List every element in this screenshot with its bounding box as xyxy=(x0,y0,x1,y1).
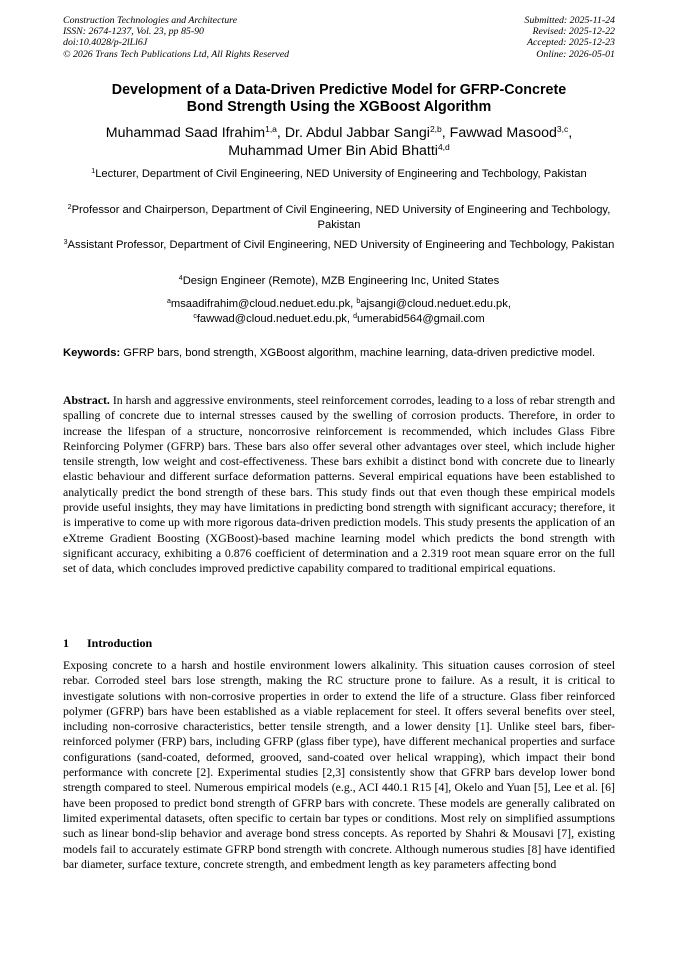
email-sup: c xyxy=(193,313,197,321)
author-sup: 4,d xyxy=(437,142,450,153)
email-link[interactable]: umerabid564@gmail.com xyxy=(357,313,485,326)
journal-header xyxy=(63,15,289,60)
abstract-label: Abstract. xyxy=(63,393,110,407)
author-list xyxy=(55,124,623,161)
paper-title xyxy=(60,82,618,117)
section-number: 1 xyxy=(63,636,69,650)
keywords xyxy=(63,346,615,361)
section-title: Introduction xyxy=(87,636,153,650)
author-sup: 2,b xyxy=(429,124,442,134)
email-sup: d xyxy=(353,313,358,321)
journal-name: Construction Technologies and Architecture xyxy=(63,15,237,26)
author-name: Muhammad Umer Bin Abid Bhatti xyxy=(228,143,438,160)
email-list xyxy=(60,297,618,328)
author-sup: 1,a xyxy=(265,124,277,134)
submitted-date: Submitted: 2025-11-24 xyxy=(524,15,615,26)
introduction-paragraph: Exposing concrete to a harsh and hostile environment lowers alkalinity. This situation causes corrosion of steel rebar. Corroded steel bars lose strength, making the RC structure prone to failure. As a result, it is critical to investigate solutions with non-corrosive properties in order to extend the life of a structure. Glass fiber reinforced polymer (GFRP) bars have been established as a viable replacement for steel. It offers several benefits over steel, including non-corrosive characteristics, better tensile strength, and a lower density [1]. Unlike steel bars, fiber-reinforced polymer (FRP) bars, including GFRP (glass fiber type), have different mechanical properties and surface configurations (sand-coated, deformed, grooved, sand-coated over helical wrapping), which impact their bond performance with concrete [2]. Experimental studies [2,3] consistently show that GFRP bars develop lower bond strength compared to steel. Numerous empirical models (e.g., ACI 440.1 R15 [4], Okelo and Yuan [5], Lee et al. [6] have been proposed to predict bond strength of GFRP bars with concrete. These models are generally calibrated on limited experimental datasets, often specific to certain bar types or conditions. Most rely on simplified assumptions such as linear bond-slip behavior and average bond stress concepts. As reported by Shahri & Mousavi [7], existing models fail to accurately estimate GFRP bond strength with concrete. Although numerous studies [8] have identified bar diameter, surface texture, concrete strength, and embedment length as key parameters affecting bond xyxy=(63,658,615,871)
section-heading xyxy=(63,636,152,651)
affiliation-sup: 3 xyxy=(63,239,68,246)
email-sup: a xyxy=(166,298,171,305)
affiliation-3 xyxy=(60,238,618,253)
affiliation-text: Lecturer, Department of Civil Engineering, NED University of Engineering and Techbology, Pakistan xyxy=(95,168,587,180)
email-sep: , xyxy=(350,298,357,310)
abstract xyxy=(63,393,615,577)
email-sup: b xyxy=(356,298,361,305)
abstract-text: In harsh and aggressive environments, steel reinforcement corrodes, leading to a loss of rebar strength and spalling of concrete due to internal stresses caused by the swelling of corrosion products. Therefore, in order to increase the lifespan of a structure, noncorrosive reinforcement is recommended, which includes Glass Fibre Reinforcing Polymer (GFRP) bars. These bars also offer several other advantages over steel, which include higher tensile strength, low weight and cost-effectiveness. These bars exhibit a distinct bond with concrete due to linearly elastic behaviour and different surface deformation patterns. Several empirical equations have been established to analytically predict the bond strength of these bars. This study finds out that even though these empirical models provide useful insights, they may have limitations in predicting bond strength with significant accuracy; therefore, it is imperative to come up with more rigorous data-driven prediction models. This study presents the application of an eXtreme Gradient Boosting (XGBoost)-based machine learning model which predicts the bond strength with significant accuracy, exhibiting a 0.876 coefficient of determination and a 2.319 root mean square error on the full set of data, which concludes improved predictive capability compared to traditional empirical equations. xyxy=(63,393,615,576)
author-name: Dr. Abdul Jabbar Sangi xyxy=(284,125,430,141)
author-sep: , xyxy=(568,125,573,141)
affiliation-text: Assistant Professor, Department of Civil Engineering, NED University of Engineering and Techbology, Pakistan xyxy=(67,239,615,251)
revised-date: Revised: 2025-12-22 xyxy=(532,26,615,38)
title-line-1: Development of a Data-Driven Predictive Model for GFRP-Concrete xyxy=(111,82,567,98)
accepted-date: Accepted: 2025-12-23 xyxy=(526,37,615,49)
author-name: Muhammad Saad Ifrahim xyxy=(105,125,266,141)
affiliation-1 xyxy=(60,167,618,182)
affiliation-text: Professor and Chairperson, Department of Civil Engineering, NED University of Engineering and Techbology, Pakistan xyxy=(71,204,611,232)
author-sep: , xyxy=(441,125,450,141)
email-link[interactable]: msaadifrahim@cloud.neduet.edu.pk xyxy=(170,298,351,310)
email-sep: , xyxy=(346,313,354,326)
email-link[interactable]: ajsangi@cloud.neduet.edu.pk xyxy=(360,298,508,310)
affiliation-text: Design Engineer (Remote), MZB Engineering Inc, United States xyxy=(182,275,500,287)
affiliation-sup: 2 xyxy=(67,204,72,211)
affiliation-4 xyxy=(60,274,618,289)
email-link[interactable]: fawwad@cloud.neduet.edu.pk xyxy=(196,313,347,326)
keywords-text: GFRP bars, bond strength, XGBoost algorithm, machine learning, data-driven predictive model. xyxy=(120,347,596,359)
affiliation-sup: 1 xyxy=(91,168,96,175)
author-sup: 3,c xyxy=(556,124,569,134)
author-sep: , xyxy=(276,125,285,141)
copyright: © 2026 Trans Tech Publications Ltd, All Rights Reserved xyxy=(63,48,290,60)
dates-header xyxy=(524,15,615,60)
doi: doi:10.4028/p-2lLl6J xyxy=(63,37,148,49)
keywords-label: Keywords: xyxy=(63,347,121,359)
affiliation-2 xyxy=(60,203,618,234)
title-line-2: Bond Strength Using the XGBoost Algorithm xyxy=(186,99,492,116)
affiliation-sup: 4 xyxy=(178,275,183,282)
online-date: Online: 2026-05-01 xyxy=(536,48,615,60)
issn-volume: ISSN: 2674-1237, Vol. 23, pp 85-90 xyxy=(63,26,204,38)
email-sep: , xyxy=(507,298,511,310)
author-name: Fawwad Masood xyxy=(449,125,557,141)
